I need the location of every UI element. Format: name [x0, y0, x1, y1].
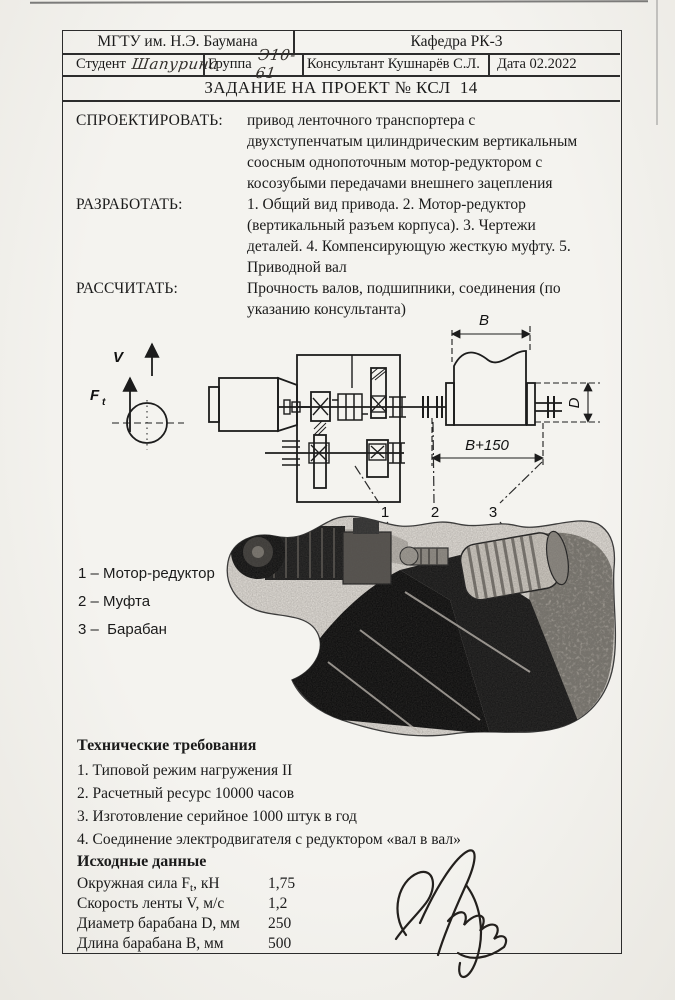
tech-requirement-item: 3. Изготовление серийное 1000 штук в год — [77, 808, 357, 825]
student-name-handwritten: Шапурина — [130, 55, 220, 73]
row-value: 500 — [268, 935, 292, 952]
tech-requirements-heading: Технические требования — [77, 737, 257, 754]
motor-fan-end — [209, 387, 219, 422]
input-data-row — [77, 934, 292, 954]
force-label: F — [90, 387, 100, 404]
hatch — [314, 421, 326, 435]
scheme-and-photo — [60, 300, 625, 745]
row-label-post: , кН — [193, 875, 220, 892]
dim-d-label: D — [566, 397, 583, 409]
callout-3-drum: 3 — [488, 504, 498, 521]
gearbox-symbol — [265, 355, 446, 502]
group-label: Группа — [208, 55, 252, 72]
hatch — [371, 368, 386, 380]
drum-symbol — [446, 351, 562, 425]
drum-body — [454, 351, 526, 425]
table-line — [62, 100, 620, 102]
photo-legend — [78, 564, 215, 648]
motor-flange — [278, 378, 297, 431]
row-label: Длина барабана B, мм — [77, 935, 224, 952]
gearbox-housing — [297, 355, 400, 502]
dim-b-label: B — [478, 312, 490, 329]
input-data-heading: Исходные данные — [77, 853, 207, 870]
drum-bearing-left — [446, 383, 454, 425]
department-name: Кафедра РК-3 — [410, 32, 503, 50]
row-value: 1,75 — [268, 875, 296, 892]
photo-grain — [215, 500, 625, 745]
project-title: ЗАДАНИЕ НА ПРОЕКТ № КСЛ 14 — [204, 77, 478, 97]
input-data-row — [77, 914, 292, 934]
legend-item-drum: 3 – Барабан — [78, 621, 167, 638]
scan-edge-right — [656, 0, 658, 125]
callout-2-coupling: 2 — [430, 504, 440, 521]
legend-item-coupling: 2 – Муфта — [78, 593, 151, 610]
scan-edge-top — [30, 0, 648, 4]
row-label: Скорость ленты V, м/с — [77, 895, 225, 912]
input-data-row — [77, 874, 296, 894]
motor-body — [219, 378, 278, 431]
dim-b150-label: B+150 — [465, 437, 509, 454]
photo-cutout — [215, 500, 625, 745]
motor-symbol — [209, 378, 311, 431]
tech-requirement-item: 2. Расчетный ресурс 10000 часов — [77, 785, 295, 802]
student-cell — [62, 53, 220, 75]
row-value: 250 — [268, 915, 292, 932]
group-value-handwritten: Э10-61 — [254, 46, 297, 82]
row-label: Окружная сила F — [77, 875, 190, 892]
student-label: Студент — [76, 55, 126, 72]
input-data-row — [77, 894, 288, 914]
design-label: СПРОЕКТИРОВАТЬ: — [76, 112, 223, 129]
design-text: привод ленточного транспортера с двухступенчатым цилиндрическим вертикальным соосным однопоточным мотор-редуктором с косозубыми передачами внешнего зацепления — [247, 112, 578, 192]
legend-item-motor: 1 – Мотор-редуктор — [78, 565, 215, 582]
signature — [368, 843, 548, 993]
university-name: МГТУ им. Н.Э. Баумана — [97, 32, 258, 50]
callout-1-motor: 1 — [380, 504, 390, 521]
develop-text: 1. Общий вид привода. 2. Мотор-редуктор (вертикальный разъем корпуса). 3. Чертежи деталей. 4. Компенсирующую жесткую муфту. 5. Приводной вал — [247, 196, 571, 276]
pulley-force-symbol — [90, 344, 184, 450]
calculate-label: РАССЧИТАТЬ: — [76, 280, 179, 297]
tech-requirement-item: 4. Соединение электродвигателя с редуктором «вал в вал» — [77, 831, 461, 848]
row-label-sub: t — [190, 882, 194, 894]
row-value: 1,2 — [268, 895, 288, 912]
input-data-section — [77, 853, 296, 954]
tech-requirements-section — [77, 737, 461, 851]
tech-requirement-item: 1. Типовой режим нагружения II — [77, 762, 293, 779]
task-section — [76, 110, 604, 320]
velocity-label: V — [113, 349, 124, 366]
calculate-text: Прочность валов, подшипники, соединения (по указанию консультанта) — [247, 280, 561, 318]
develop-label: РАЗРАБОТАТЬ: — [76, 196, 183, 213]
gear-block — [367, 440, 388, 477]
row-label: Диаметр барабана D, мм — [77, 915, 240, 932]
date-cell: Дата 02.2022 — [497, 55, 577, 72]
force-subscript: t — [102, 397, 106, 408]
drum-bearing-right — [527, 383, 535, 425]
consultant-cell: Консультант Кушнарёв С.Л. — [307, 55, 480, 72]
group-cell — [203, 46, 302, 82]
